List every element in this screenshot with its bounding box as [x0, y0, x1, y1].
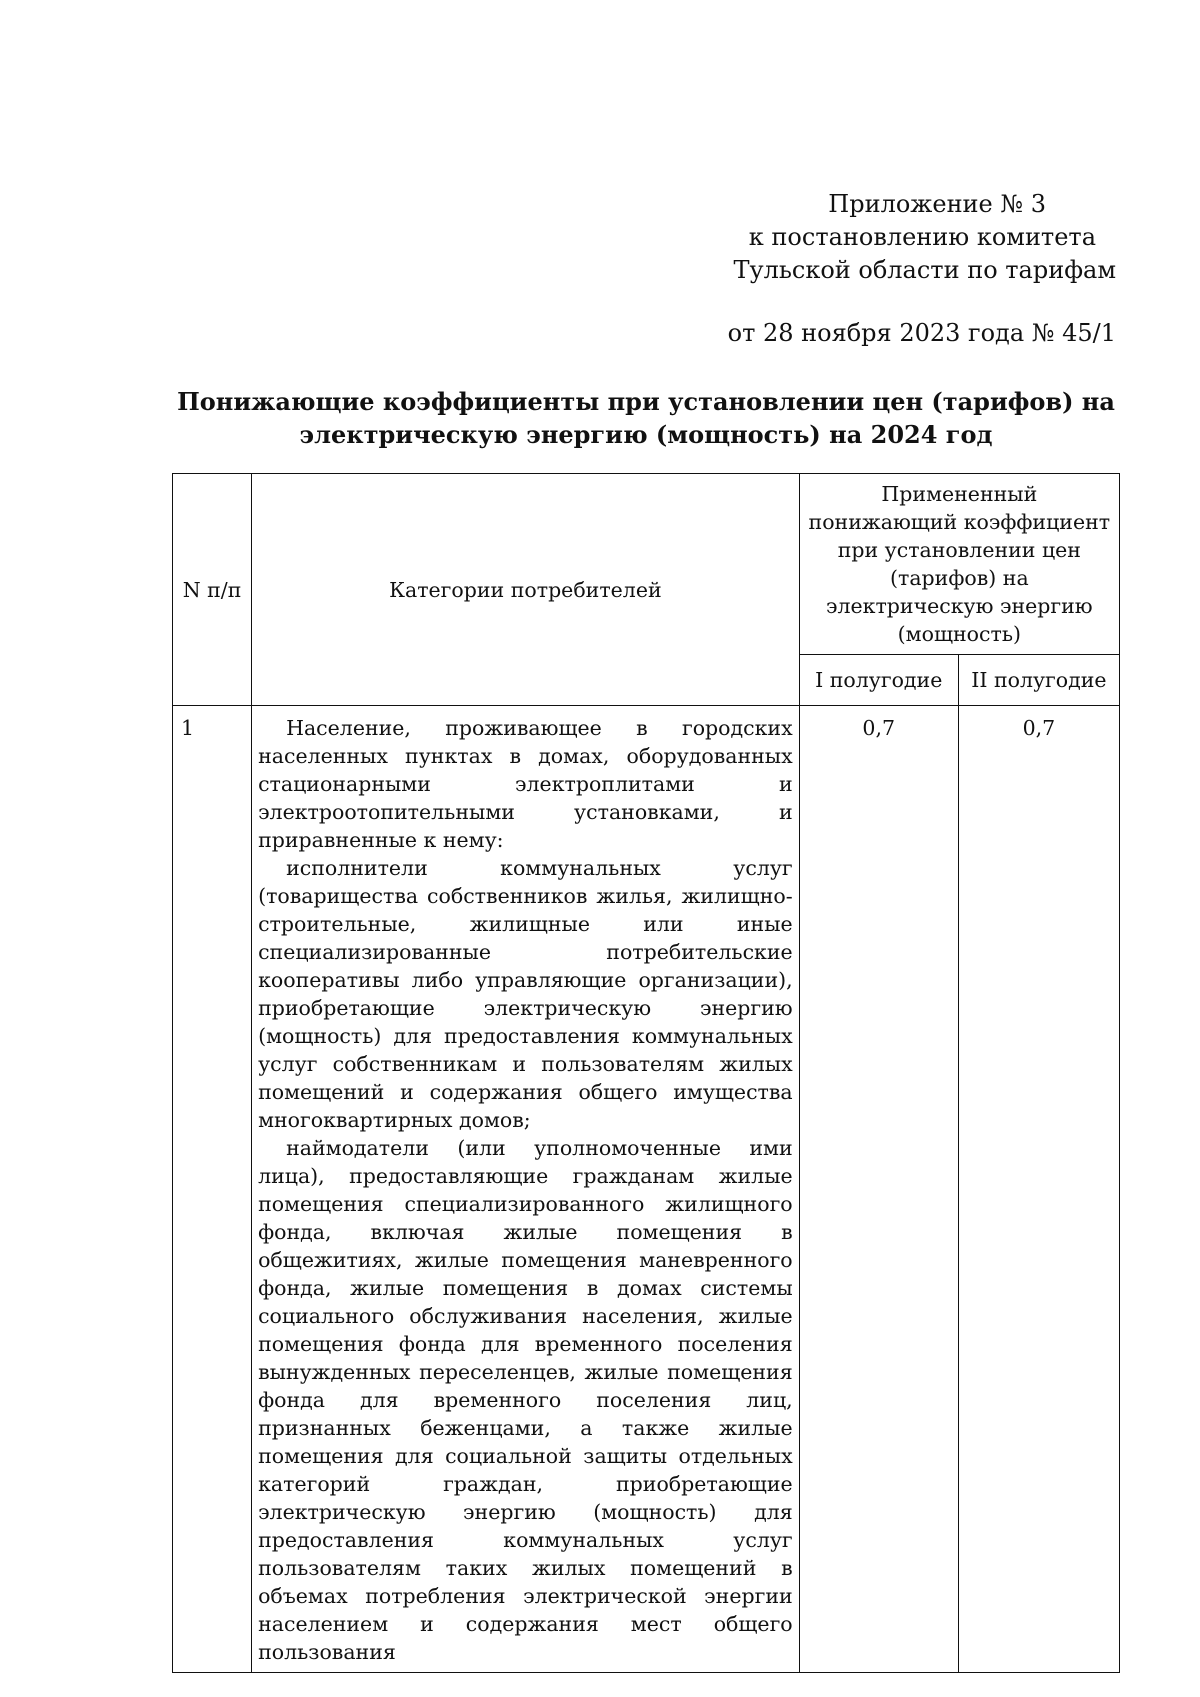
appendix-reference: к постановлению комитета	[748, 223, 1096, 251]
document-title-line1: Понижающие коэффициенты при установлении цен (тарифов) на	[177, 387, 1115, 416]
category-paragraph: Население, проживающее в городских населенных пунктах в домах, оборудованных стационарными электроплитами и электроотопительными установками, и приравненные к нему:	[258, 716, 793, 852]
header-num: N п/п	[173, 474, 252, 706]
row-num: 1	[173, 706, 252, 1673]
row-category	[252, 706, 800, 1673]
header-half1: I полугодие	[799, 655, 958, 706]
row-half2-value: 0,7	[958, 706, 1119, 1673]
header-coefficient: Примененный понижающий коэффициент при установлении цен (тарифов) на электрическую энергию (мощность)	[799, 474, 1119, 655]
document-title-line2: электрическую энергию (мощность) на 2024 год	[299, 420, 993, 449]
appendix-spacer	[728, 287, 1116, 317]
header-category: Категории потребителей	[252, 474, 800, 706]
appendix-authority: Тульской области по тарифам	[733, 256, 1116, 284]
coefficients-table	[172, 473, 1120, 1673]
appendix-date: от 28 ноября 2023 года № 45/1	[727, 319, 1116, 347]
category-paragraph: наймодатели (или уполномоченные ими лица), предоставляющие гражданам жилые помещения специализированного жилищного фонда, включая жилые помещения в общежитиях, жилые помещения маневренного фонда, жилые помещения в домах системы социального обслуживания населения, жилые помещения фонда для временного поселения вынужденных переселенцев, жилые помещения фонда для временного поселения лиц, признанных беженцами, а также жилые помещения для социальной защиты отдельных категорий граждан, приобретающие электрическую энергию (мощность) для предоставления коммунальных услуг пользователям таких жилых помещений в объемах потребления электрической энергии населением и содержания мест общего пользования	[258, 1136, 793, 1664]
table-header-row	[173, 474, 1120, 655]
category-paragraph: исполнители коммунальных услуг (товарищества собственников жилья, жилищно-строительные, жилищные или иные специализированные потребительские кооперативы либо управляющие организации), приобретающие электрическую энергию (мощность) для предоставления коммунальных услуг собственникам и пользователям жилых помещений и содержания общего имущества многоквартирных домов;	[258, 856, 793, 1132]
row-half1-value: 0,7	[799, 706, 958, 1673]
appendix-title: Приложение № 3	[828, 190, 1046, 218]
table-row	[173, 706, 1120, 1673]
document-title	[172, 385, 1120, 451]
header-half2: II полугодие	[958, 655, 1119, 706]
appendix-block	[728, 188, 1116, 350]
